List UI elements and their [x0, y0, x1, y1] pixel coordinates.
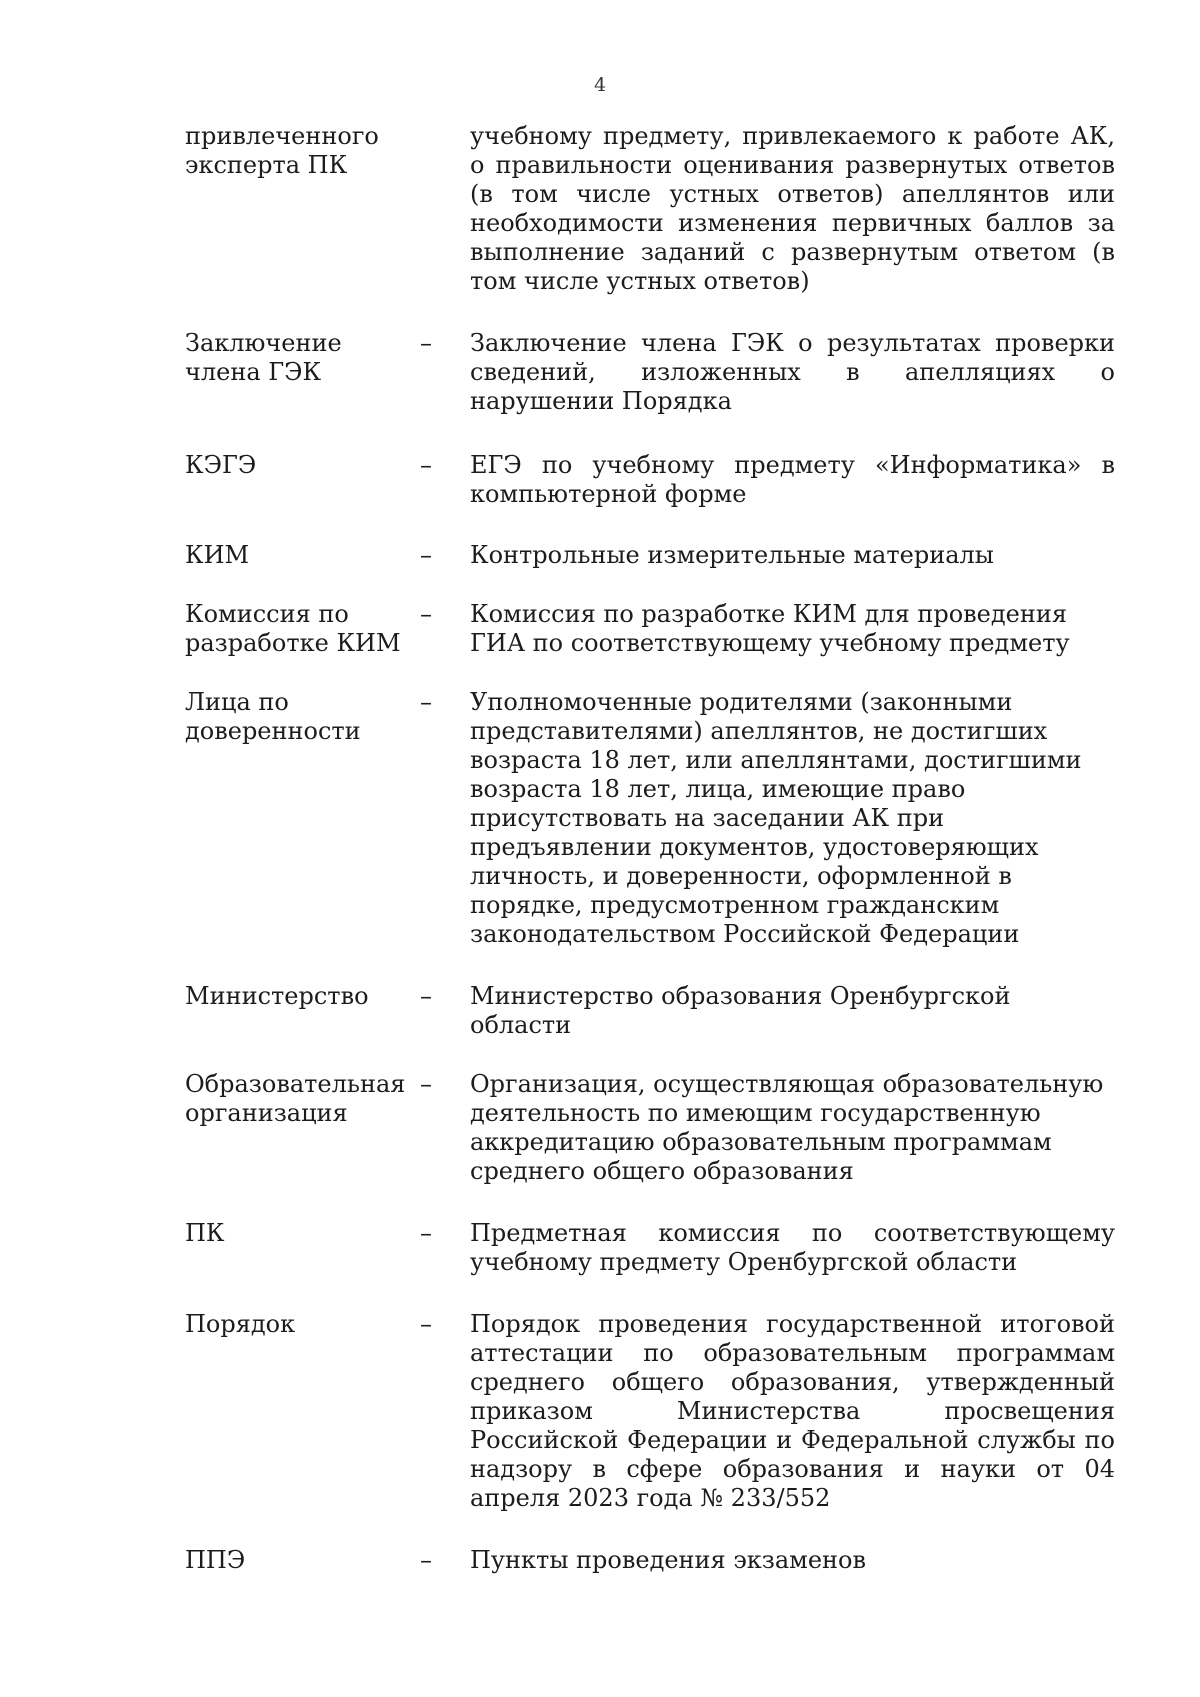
dash: –	[420, 1546, 432, 1574]
list-item	[185, 451, 1115, 509]
list-item	[185, 1219, 1115, 1277]
dash: –	[420, 1310, 432, 1338]
definition: Комиссия по разработке КИМ для проведения ГИА по соответствующему учебному предмету	[470, 600, 1070, 657]
dash: –	[420, 329, 432, 357]
definition: учебному предмету, привлекаемого к работе АК, о правильности оценивания развернутых ответов (в том числе устных ответов) апеллянтов или необходимости изменения первичных баллов за выполнение заданий с развернутым ответом (в том числе устных ответов)	[470, 122, 1115, 295]
list-item	[185, 688, 1115, 949]
dash: –	[420, 451, 432, 479]
term: ПК	[185, 1219, 225, 1247]
list-item	[185, 1070, 1115, 1186]
term: Образовательная организация	[185, 1070, 406, 1127]
term: Лица по доверенности	[185, 688, 361, 745]
definition: ЕГЭ по учебному предмету «Информатика» в компьютерной форме	[470, 451, 1115, 508]
term: КИМ	[185, 541, 250, 569]
dash: –	[420, 1219, 432, 1247]
dash: –	[420, 688, 432, 716]
term: Комиссия по разработке КИМ	[185, 600, 401, 657]
abbreviations-list	[185, 122, 1115, 1575]
term: ППЭ	[185, 1546, 246, 1574]
definition: Министерство образования Оренбургской области	[470, 982, 1011, 1039]
definition: Пункты проведения экзаменов	[470, 1546, 866, 1574]
definition: Порядок проведения государственной итоговой аттестации по образовательным программам среднего общего образования, утвержденный приказом Министерства просвещения Российской Федерации и Федеральной службы по надзору в сфере образования и науки от 04 апреля 2023 года № 233/552	[470, 1310, 1115, 1512]
list-item	[185, 122, 1115, 296]
dash: –	[420, 1070, 432, 1098]
dash: –	[420, 600, 432, 628]
list-item	[185, 1546, 1115, 1575]
dash: –	[420, 541, 432, 569]
list-item	[185, 541, 1115, 570]
term: Заключение члена ГЭК	[185, 329, 342, 386]
list-item	[185, 1310, 1115, 1513]
term: Порядок	[185, 1310, 296, 1338]
definition: Уполномоченные родителями (законными представителями) апеллянтов, не достигших возраста 18 лет, или апеллянтами, достигшими возраста 18 лет, лица, имеющие право присутствовать на заседании АК при предъявлении документов, удостоверяющих личность, и доверенности, оформленной в порядке, предусмотренном гражданским законодательством Российской Федерации	[470, 688, 1082, 948]
list-item	[185, 982, 1115, 1040]
list-item	[185, 600, 1115, 658]
term: привлеченного эксперта ПК	[185, 122, 379, 179]
term: КЭГЭ	[185, 451, 257, 479]
definition: Организация, осуществляющая образовательную деятельность по имеющим государственную аккредитацию образовательным программам среднего общего образования	[470, 1070, 1104, 1185]
page-number: 4	[593, 74, 607, 96]
definition: Предметная комиссия по соответствующему учебному предмету Оренбургской области	[470, 1219, 1115, 1276]
term: Министерство	[185, 982, 369, 1010]
definition: Контрольные измерительные материалы	[470, 541, 994, 569]
dash: –	[420, 982, 432, 1010]
definition: Заключение члена ГЭК о результатах проверки сведений, изложенных в апелляциях о нарушении Порядка	[470, 329, 1115, 415]
list-item	[185, 329, 1115, 416]
